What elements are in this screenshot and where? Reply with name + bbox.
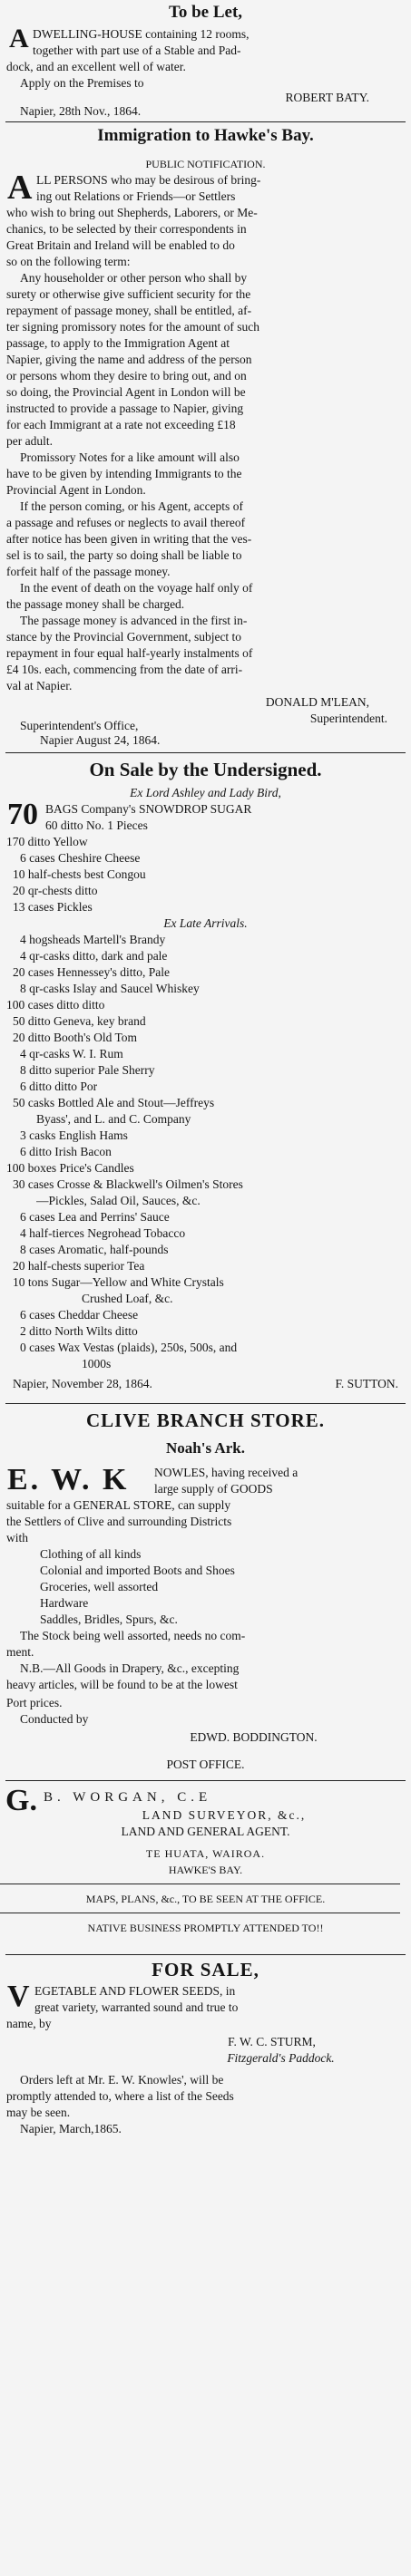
ad-line: Any householder or other person who shall by <box>20 271 248 285</box>
ad-list-item: Clothing of all kinds <box>40 1547 142 1561</box>
ad-signature-title: Superintendent. <box>309 712 387 725</box>
ad-line: 0 cases Wax Vestas (plaids), 250s, 500s, and <box>20 1341 238 1354</box>
ad-line: surety or otherwise give sufficient security for the <box>6 287 251 301</box>
ad-line: chanics, to be selected by their correspondents in <box>6 222 247 236</box>
ad-first-line: BAGS Company's SNOWDROP SUGAR <box>45 802 252 816</box>
ad-line: may be seen. <box>6 2106 71 2119</box>
ad-line: for each Immigrant at a rate not exceeding £18 <box>6 418 236 431</box>
ad-title: On Sale by the Undersigned. <box>89 759 322 780</box>
ad-line: In the event of death on the voyage half only of <box>20 581 253 595</box>
ad-line: Orders left at Mr. E. W. Knowles', will be <box>20 2073 224 2087</box>
ad-clive-branch-store <box>0 1407 411 1695</box>
ad-line: sel is to sail, the party so doing shall be liable to <box>6 548 242 562</box>
ad-line: The passage money is advanced in the first in- <box>20 614 248 627</box>
ad-line: LL PERSONS who may be desirous of bring- <box>36 173 261 187</box>
ad-line: 4 qr-casks W. I. Rum <box>20 1047 123 1060</box>
ad-line: 6 cases Cheshire Cheese <box>20 851 141 865</box>
ad-line: HAWKE'S BAY. <box>168 1864 243 1876</box>
ad-line: forfeit half of the passage money. <box>6 565 171 578</box>
ad-notice: NATIVE BUSINESS PROMPTLY ATTENDED TO!! <box>87 1922 324 1934</box>
ad-subtitle: PUBLIC NOTIFICATION. <box>145 158 266 170</box>
ad-line: 6 cases Cheddar Cheese <box>20 1308 139 1322</box>
ad-line: large supply of GOODS <box>154 1482 273 1496</box>
ad-line: Byass', and L. and C. Company <box>36 1112 191 1126</box>
ad-line: instructed to provide a passage to Napier, giving <box>6 402 244 415</box>
ad-immigration <box>0 125 411 749</box>
ad-subtitle: Noah's Ark. <box>166 1439 245 1457</box>
ad-signature: DONALD M'LEAN, <box>265 695 369 709</box>
drop-initials: E. W. K <box>7 1463 130 1496</box>
ad-line: LAND SURVEYOR, &c., <box>142 1808 307 1822</box>
ad-line: the Settlers of Clive and surrounding Districts <box>6 1515 232 1528</box>
ad-title: To be Let, <box>168 3 243 22</box>
ad-line: Great Britain and Ireland will be enabled to do <box>6 238 235 252</box>
ad-line: 50 casks Bottled Ale and Stout—Jeffreys <box>13 1096 215 1109</box>
ad-subtitle: Ex Lord Ashley and Lady Bird, <box>130 786 281 799</box>
divider <box>5 1403 406 1404</box>
ad-line: —Pickles, Salad Oil, Sauces, &c. <box>36 1194 201 1207</box>
ad-first-line: EGETABLE AND FLOWER SEEDS, in <box>34 1984 236 1998</box>
ad-line: together with part use of a Stable and Pad- <box>33 44 241 57</box>
ad-line: 1000s <box>82 1357 112 1370</box>
divider <box>5 752 406 753</box>
ad-signature-address: Fitzgerald's Paddock. <box>227 2051 335 2065</box>
ad-signature: F. W. C. STURM, <box>228 2035 316 2048</box>
ad-line: 8 cases Aromatic, half-pounds <box>20 1243 169 1256</box>
ad-line: dock, and an excellent well of water. <box>6 60 186 73</box>
ad-list-item: Colonial and imported Boots and Shoes <box>40 1564 235 1577</box>
ad-line: 6 ditto ditto Por <box>20 1080 98 1093</box>
divider <box>5 1954 406 1955</box>
ad-title: Immigration to Hawke's Bay. <box>97 126 314 145</box>
ad-line: 2 ditto North Wilts ditto <box>20 1324 138 1338</box>
ad-line: 60 ditto No. 1 Pieces <box>45 818 148 832</box>
ad-line: so on the following term: <box>6 255 131 268</box>
ad-line: If the person coming, or his Agent, accepts of <box>20 499 243 513</box>
ad-line: so doing, the Provincial Agent in London will be <box>6 385 246 399</box>
ad-line: per adult. <box>6 434 53 448</box>
ad-first-line: DWELLING-HOUSE containing 12 rooms, <box>33 27 250 41</box>
ad-signature: EDWD. BODDINGTON. <box>190 1730 318 1744</box>
divider <box>5 121 406 122</box>
ad-line: 50 ditto Geneva, key brand <box>13 1014 146 1028</box>
ad-line: 6 cases Lea and Perrins' Sauce <box>20 1210 170 1224</box>
ad-line: who wish to bring out Shepherds, Laborers, or Me- <box>6 206 258 219</box>
ad-line: Port prices. <box>6 1696 63 1709</box>
ad-line: 20 cases Hennessey's ditto, Pale <box>13 965 171 979</box>
ad-for-sale <box>0 1958 411 2139</box>
ad-line: 4 hogsheads Martell's Brandy <box>20 933 166 946</box>
ad-list-item: Hardware <box>40 1596 89 1610</box>
ad-line: 170 ditto Yellow <box>6 835 88 848</box>
ad-line: Napier, giving the name and address of the person <box>6 353 252 366</box>
ad-line: TE HUATA, WAIROA. <box>145 1847 266 1860</box>
ad-line: ing out Relations or Friends—or Settlers <box>36 189 236 203</box>
drop-cap: V <box>7 1980 30 2013</box>
ad-line: repayment of passage money, shall be entitled, af- <box>6 304 252 317</box>
ad-line: name, by <box>6 2017 52 2030</box>
ad-line: N.B.—All Goods in Drapery, &c., excepting <box>20 1661 240 1675</box>
ad-line: suitable for a GENERAL STORE, can supply <box>6 1498 231 1512</box>
ad-date: Napier, March,1865. <box>20 2122 122 2135</box>
ad-line: the passage money shall be charged. <box>6 597 185 611</box>
ad-line: 3 casks English Hams <box>20 1128 128 1142</box>
drop-cap: A <box>7 169 33 207</box>
ad-date: Napier, November 28, 1864. <box>13 1377 152 1390</box>
ad-line: £4 10s. each, commencing from the date of arri- <box>6 663 243 676</box>
ad-date: Napier, 28th Nov., 1864. <box>20 104 142 118</box>
ad-line: great variety, warranted sound and true to <box>34 2000 239 2014</box>
ad-line: 13 cases Pickles <box>13 900 93 914</box>
ad-line: stance by the Provincial Government, subject to <box>6 630 242 644</box>
divider <box>5 1780 406 1781</box>
ad-line: Apply on the Premises to <box>20 76 144 90</box>
drop-cap: G. <box>5 1784 37 1817</box>
ad-line: val at Napier. <box>6 679 73 692</box>
ad-office: Superintendent's Office, <box>20 719 139 732</box>
ad-first-line: B. WORGAN, C.E <box>44 1790 212 1805</box>
ad-line: 10 tons Sugar—Yellow and White Crystals <box>13 1275 224 1289</box>
ad-line: 100 boxes Price's Candles <box>6 1161 134 1175</box>
ad-line: 100 cases ditto ditto <box>6 998 105 1012</box>
ad-clive-branch-store-cont <box>0 1695 411 1786</box>
ad-footer: POST OFFICE. <box>166 1758 245 1771</box>
ad-line: promptly attended to, where a list of the Seeds <box>6 2089 234 2103</box>
ad-line: 6 ditto Irish Bacon <box>20 1145 112 1158</box>
ad-line: after notice has been given in writing that the ves- <box>6 532 252 546</box>
ad-line: or persons whom they desire to bring out, and on <box>6 369 247 383</box>
ad-line: Provincial Agent in London. <box>6 483 146 497</box>
ad-subtitle: Ex Late Arrivals. <box>163 916 248 930</box>
drop-number: 70 <box>7 798 38 831</box>
drop-cap: A <box>9 24 29 53</box>
ad-title: CLIVE BRANCH STORE. <box>85 1409 326 1431</box>
ad-line: have to be given by intending Immigrants to the <box>6 467 242 480</box>
ad-line: ment. <box>6 1645 34 1659</box>
ad-line: Crushed Loaf, &c. <box>82 1292 173 1305</box>
ad-line: 20 half-chests superior Tea <box>13 1259 145 1273</box>
ad-line: 8 qr-casks Islay and Saucel Whiskey <box>20 982 200 995</box>
ad-line: 8 ditto superior Pale Sherry <box>20 1063 155 1077</box>
ad-line: a passage and refuses or neglects to avail thereof <box>6 516 246 529</box>
ad-list-item: Saddles, Bridles, Spurs, &c. <box>40 1612 178 1626</box>
ad-line: 4 half-tierces Negrohead Tobacco <box>20 1226 186 1240</box>
ad-title: FOR SALE, <box>152 1959 259 1980</box>
ad-line: 10 half-chests best Congou <box>13 867 146 881</box>
ad-first-line: NOWLES, having received a <box>154 1466 298 1479</box>
ad-line: LAND AND GENERAL AGENT. <box>121 1825 290 1838</box>
ad-line: 20 qr-chests ditto <box>13 884 98 897</box>
ad-line: 20 ditto Booth's Old Tom <box>13 1031 138 1044</box>
ad-line: repayment in four equal half-yearly instalments of <box>6 646 253 660</box>
ad-worgan <box>0 1784 411 1952</box>
ad-line: The Stock being well assorted, needs no com- <box>20 1629 246 1642</box>
ad-line: Conducted by <box>20 1712 89 1726</box>
ad-line: 30 cases Crosse & Blackwell's Oilmen's Stores <box>13 1177 243 1191</box>
ad-signature: F. SUTTON. <box>335 1377 398 1390</box>
ad-line: Promissory Notes for a like amount will also <box>20 450 240 464</box>
ad-line: 4 qr-casks ditto, dark and pale <box>20 949 168 963</box>
ad-to-be-let <box>0 0 411 118</box>
ad-line: passage, to apply to the Immigration Agent at <box>6 336 230 350</box>
ad-date: Napier August 24, 1864. <box>40 733 161 747</box>
ad-line: ter signing promissory notes for the amount of such <box>6 320 259 334</box>
ad-list-item: Groceries, well assorted <box>40 1580 159 1593</box>
ad-line: with <box>6 1531 29 1545</box>
ad-line: heavy articles, will be found to be at the lowest <box>6 1678 238 1691</box>
ad-notice: MAPS, PLANS, &c., TO BE SEEN AT THE OFFICE. <box>85 1893 326 1905</box>
ad-signature: ROBERT BATY. <box>285 91 369 104</box>
